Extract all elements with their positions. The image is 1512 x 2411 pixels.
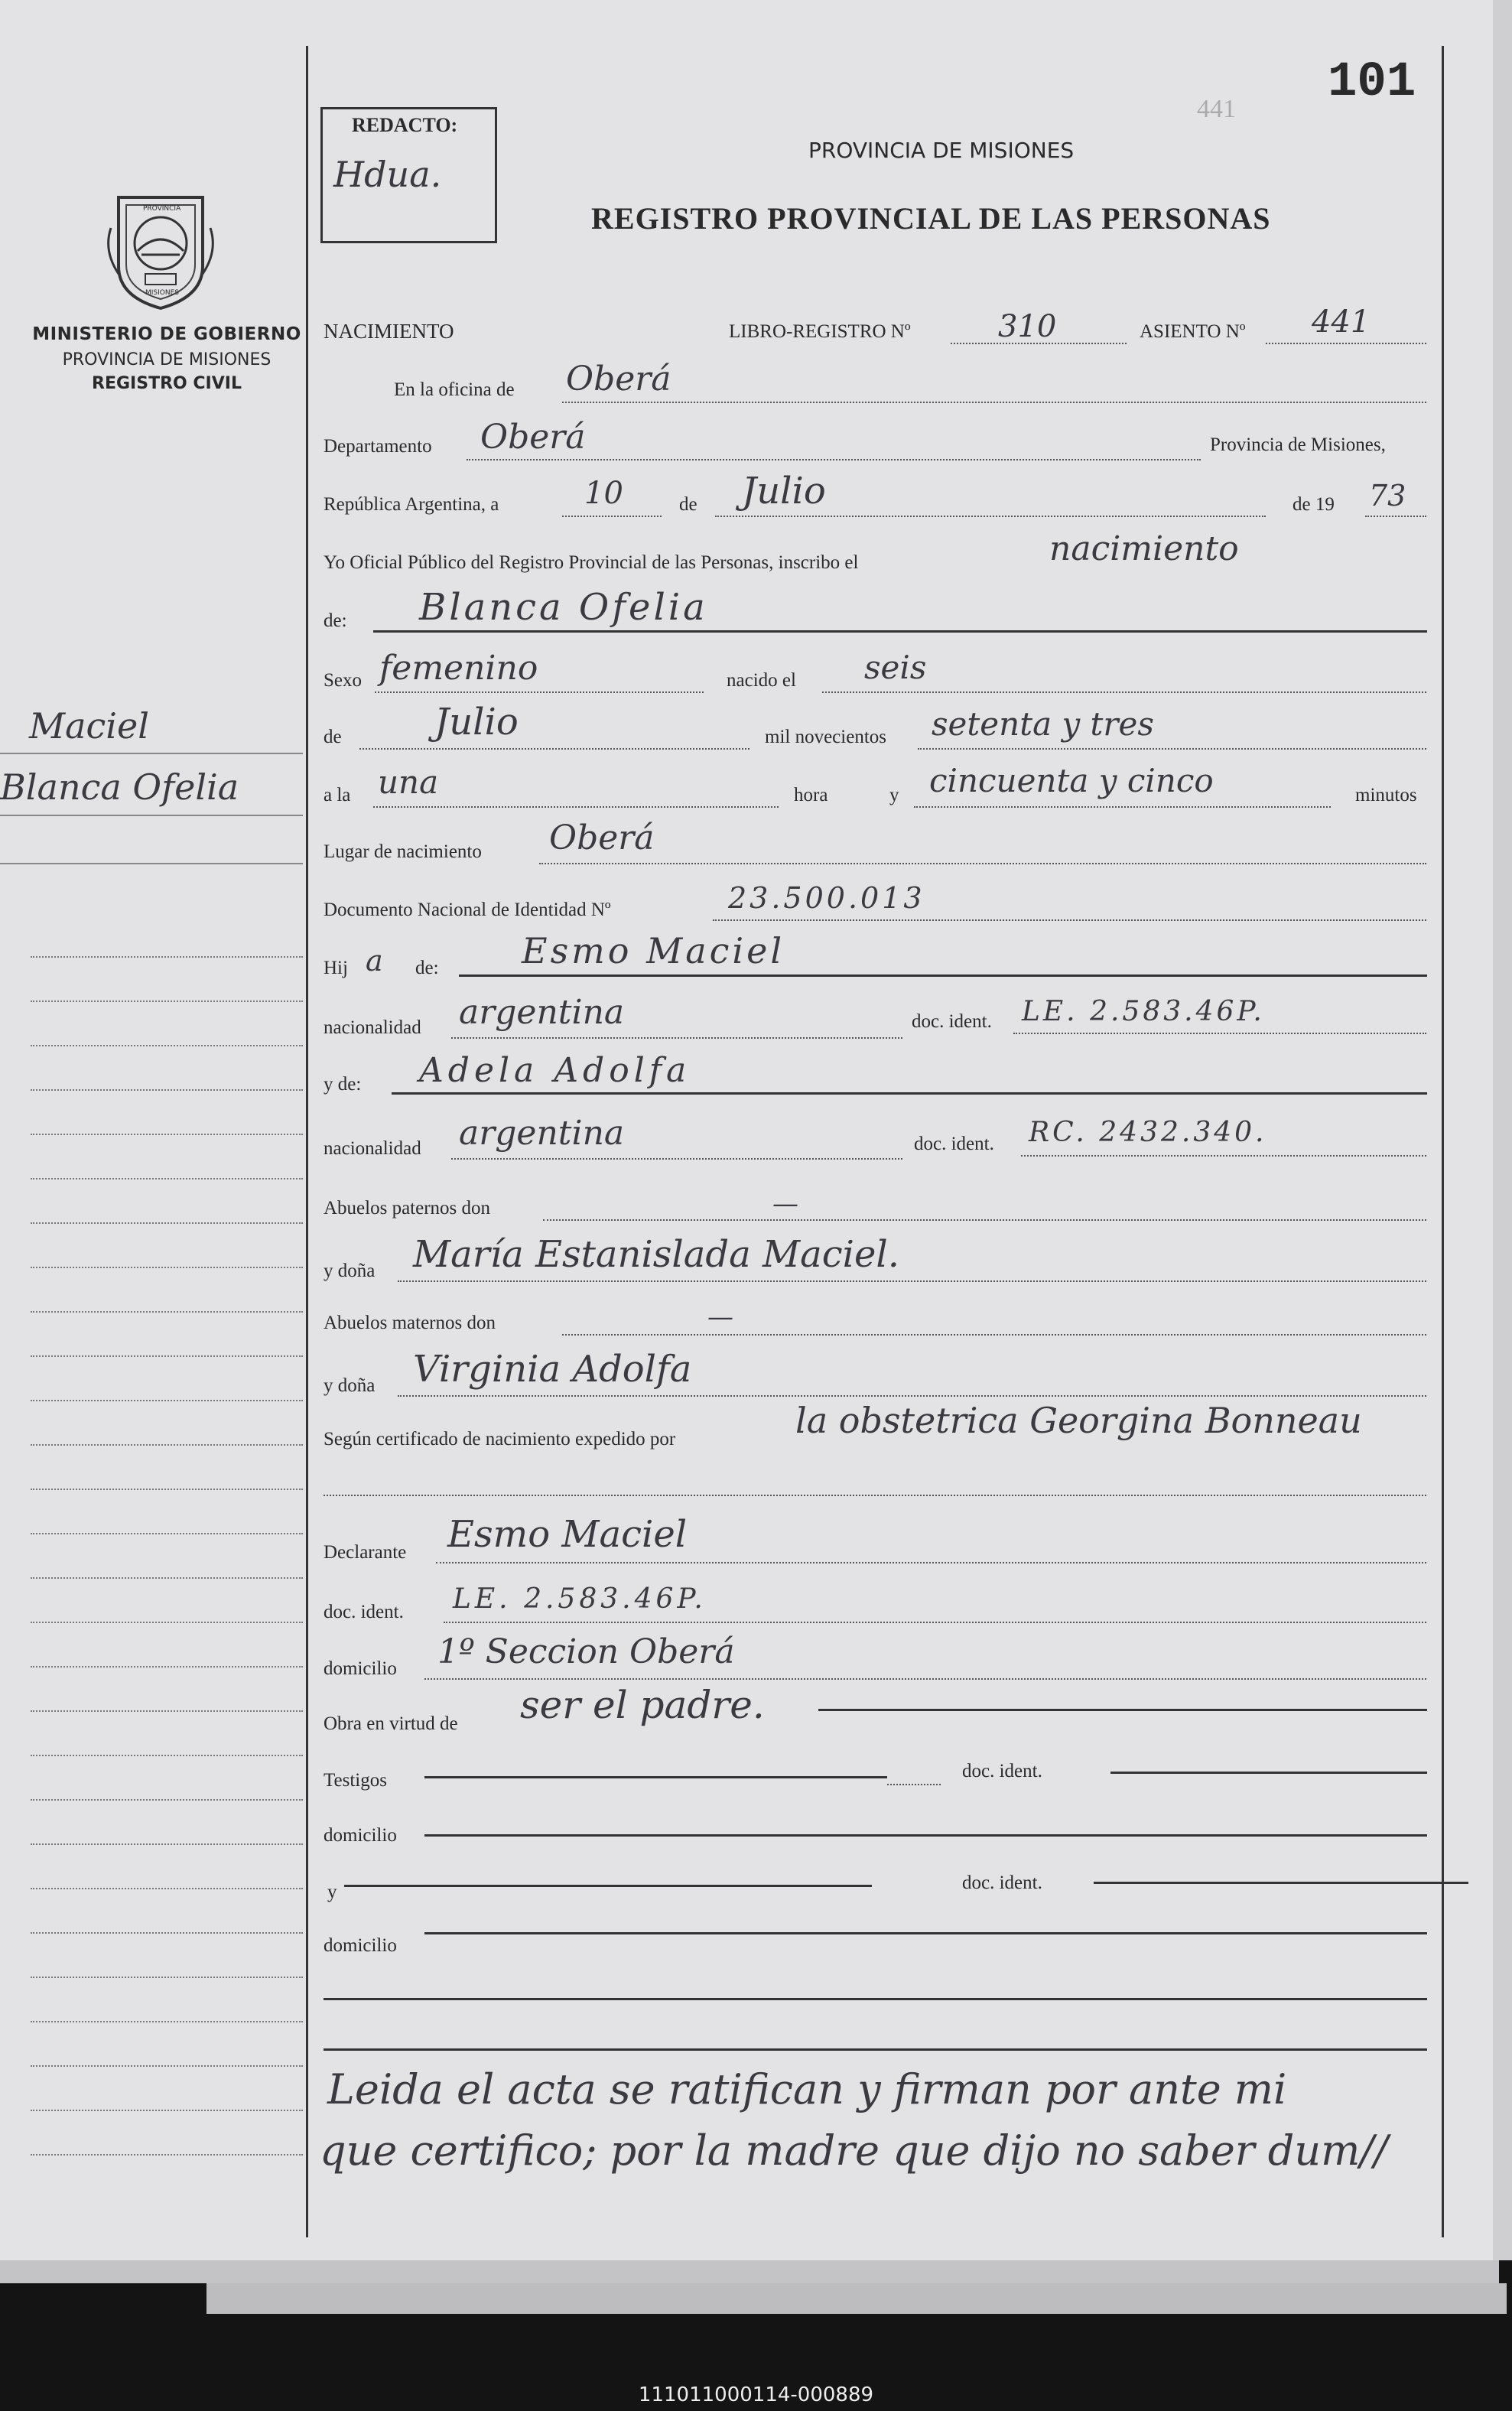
dni-label: Documento Nacional de Identidad Nº xyxy=(324,900,611,920)
margin-surname: Maciel xyxy=(29,705,149,747)
abuelos-pat-don: — xyxy=(772,1189,798,1219)
abuela-paterna: María Estanislada Maciel. xyxy=(413,1233,899,1276)
hour-words: una xyxy=(378,763,439,801)
obra-line xyxy=(818,1707,1427,1711)
margin-line xyxy=(31,1798,303,1801)
father-doc-line xyxy=(1013,1031,1426,1034)
book-bottom-edge xyxy=(0,2260,1499,2283)
abuela-mat-line xyxy=(398,1394,1426,1397)
testigos-doc-line xyxy=(1110,1770,1427,1774)
declarante-label: Declarante xyxy=(324,1542,407,1563)
birth-month-line xyxy=(359,747,749,750)
abuela-pat-label: y doña xyxy=(324,1261,376,1281)
y-label: y xyxy=(889,785,899,805)
margin-line xyxy=(31,1664,303,1668)
margin-line xyxy=(31,1043,303,1046)
abuela-mat-label: y doña xyxy=(324,1375,376,1396)
father-nationality-line xyxy=(451,1036,902,1039)
lugar-line xyxy=(539,861,1426,864)
mother-name: Adela Adolfa xyxy=(419,1051,691,1090)
provincia-label: Provincia de Misiones, xyxy=(1210,434,1386,455)
mother-nationality-line xyxy=(451,1157,902,1160)
margin-line xyxy=(31,2152,303,2156)
decl-doc-value: LE. 2.583.46P. xyxy=(453,1583,707,1615)
margin-underline-3 xyxy=(0,863,303,864)
margin-line xyxy=(31,2019,303,2022)
yo-oficial-label: Yo Oficial Público del Registro Provincial de las Personas, inscribo el xyxy=(324,552,859,573)
ala-label: a la xyxy=(324,785,351,805)
redacto-label: REDACTO: xyxy=(352,114,458,136)
decl-doc-label: doc. ident. xyxy=(324,1602,404,1622)
de-label: de xyxy=(679,494,697,515)
departamento-label: Departamento xyxy=(324,436,432,457)
yo-oficial-value: nacimiento xyxy=(1049,529,1239,568)
margin-line xyxy=(31,1576,303,1579)
segun-line-2 xyxy=(324,1493,1426,1496)
margin-line xyxy=(31,1265,303,1268)
oficina-value: Oberá xyxy=(566,360,671,399)
margin-underline-2 xyxy=(0,815,303,816)
obra-label: Obra en virtud de xyxy=(324,1713,458,1734)
mother-nationality-label: nacionalidad xyxy=(324,1138,421,1159)
abuelos-mat-don: — xyxy=(707,1302,733,1332)
hijo-de-label: de: xyxy=(415,958,439,978)
mother-label: y de: xyxy=(324,1074,362,1095)
day-line xyxy=(562,514,662,517)
de-name-label: de: xyxy=(324,610,347,631)
margin-line xyxy=(31,1753,303,1756)
seal-bottom-text: MISIONES xyxy=(145,289,180,297)
testigos-dom-line xyxy=(424,1833,1427,1837)
testigos-label: Testigos xyxy=(324,1770,387,1791)
abuela-pat-line xyxy=(398,1279,1426,1282)
domicilio-label: domicilio xyxy=(324,1658,397,1679)
day-value: 10 xyxy=(584,476,623,511)
seal-top-text: PROVINCIA xyxy=(143,205,181,213)
child-name-line xyxy=(373,629,1427,633)
minutes-words: cincuenta y cinco xyxy=(929,762,1214,799)
mother-doc-line xyxy=(1021,1153,1426,1157)
y2-doc-line xyxy=(1094,1880,1468,1884)
dni-value: 23.500.013 xyxy=(728,881,925,915)
redacto-value: Hdua. xyxy=(333,154,442,195)
father-nationality: argentina xyxy=(459,993,625,1032)
province-heading: PROVINCIA DE MISIONES xyxy=(808,138,1075,163)
closing-line-2: que certifico; por la madre que dijo no saber dum// xyxy=(320,2126,1388,2175)
margin-line xyxy=(31,2064,303,2067)
de2-label: de xyxy=(324,727,342,747)
decl-doc-line xyxy=(444,1620,1426,1623)
sexo-line xyxy=(375,690,704,693)
ministry-block xyxy=(31,324,303,393)
sexo-label: Sexo xyxy=(324,670,362,691)
child-name: Blanca Ofelia xyxy=(419,586,708,629)
testigos-dom-label: domicilio xyxy=(324,1825,397,1846)
lugar-value: Oberá xyxy=(549,818,655,857)
testigos-line xyxy=(424,1775,887,1778)
margin-line xyxy=(31,2108,303,2111)
margin-line xyxy=(31,1310,303,1313)
declarante-line xyxy=(436,1560,1426,1563)
margin-line xyxy=(31,1487,303,1490)
departamento-line xyxy=(467,457,1201,460)
year-label: de 19 xyxy=(1293,494,1335,515)
margin-underline-1 xyxy=(0,753,303,754)
scan-id: 111011000114-000889 xyxy=(638,2383,874,2406)
closing-line-1: Leida el acta se ratifican y firman por ante mi xyxy=(327,2065,1287,2113)
domicilio-line xyxy=(424,1677,1426,1680)
margin-line xyxy=(31,1620,303,1623)
margin-line xyxy=(31,1709,303,1712)
asiento-line xyxy=(1266,341,1426,344)
ministry-province: PROVINCIA DE MISIONES xyxy=(62,350,272,369)
oficina-line xyxy=(562,400,1426,403)
hora-label: hora xyxy=(794,785,828,805)
abuelos-mat-line xyxy=(562,1332,1426,1336)
father-doc-label: doc. ident. xyxy=(912,1011,992,1032)
margin-line xyxy=(31,955,303,958)
y2-label: y xyxy=(327,1882,337,1902)
hijo-suffix: a xyxy=(366,944,383,978)
lugar-label: Lugar de nacimiento xyxy=(324,841,482,862)
abuelos-pat-label: Abuelos paternos don xyxy=(324,1198,491,1219)
margin-line xyxy=(31,1886,303,1889)
hijo-label: Hij xyxy=(324,958,348,978)
asiento-value: 441 xyxy=(1312,304,1371,340)
domicilio-value: 1º Seccion Oberá xyxy=(437,1632,735,1671)
hour-line xyxy=(373,805,779,808)
birth-day-words: seis xyxy=(864,649,927,686)
y2-doc-label: doc. ident. xyxy=(962,1873,1042,1893)
nacido-label: nacido el xyxy=(727,670,796,691)
ministry-name: MINISTERIO DE GOBIERNO xyxy=(32,324,301,344)
blank-line-1 xyxy=(324,1996,1427,2000)
birth-year-line xyxy=(918,747,1426,750)
asiento-label: ASIENTO Nº xyxy=(1140,321,1246,342)
mother-doc-label: doc. ident. xyxy=(914,1134,994,1154)
father-name: Esmo Maciel xyxy=(522,930,785,971)
father-doc: LE. 2.583.46P. xyxy=(1022,996,1265,1027)
ministry-registry: REGISTRO CIVIL xyxy=(92,374,242,393)
libro-value: 310 xyxy=(998,309,1057,344)
provincial-seal xyxy=(103,182,218,312)
segun-label: Según certificado de nacimiento expedido por xyxy=(324,1429,676,1450)
mil-label: mil novecientos xyxy=(765,727,886,747)
dni-line xyxy=(713,918,1426,921)
month-line xyxy=(715,514,1266,517)
declarante-value: Esmo Maciel xyxy=(447,1513,688,1556)
segun-value: la obstetrica Georgina Bonneau xyxy=(795,1400,1362,1441)
father-nationality-label: nacionalidad xyxy=(324,1017,421,1038)
month-value: Julio xyxy=(742,470,826,512)
abuelos-mat-label: Abuelos maternos don xyxy=(324,1313,496,1333)
margin-line xyxy=(31,1531,303,1534)
oficina-label: En la oficina de xyxy=(394,379,515,400)
republica-label: República Argentina, a xyxy=(324,494,499,515)
birth-year-words: setenta y tres xyxy=(932,705,1154,743)
registry-heading: REGISTRO PROVINCIAL DE LAS PERSONAS xyxy=(591,201,1271,236)
margin-line xyxy=(31,1132,303,1135)
departamento-value: Oberá xyxy=(480,418,586,457)
record-type-label: NACIMIENTO xyxy=(324,320,454,343)
y2-dom-label: domicilio xyxy=(324,1935,397,1956)
margin-given-names: Blanca Ofelia xyxy=(0,766,239,808)
book-bottom-edge-shadow xyxy=(206,2283,1507,2314)
minutos-label: minutos xyxy=(1355,785,1417,805)
page-number: 101 xyxy=(1328,55,1416,110)
mother-nationality: argentina xyxy=(459,1114,625,1153)
margin-line xyxy=(31,1176,303,1179)
sexo-value: femenino xyxy=(379,649,538,688)
margin-line xyxy=(31,1931,303,1934)
abuela-materna: Virginia Adolfa xyxy=(413,1348,692,1391)
obra-value: ser el padre. xyxy=(520,1683,765,1727)
margin-line xyxy=(31,1354,303,1357)
father-name-line xyxy=(459,973,1427,977)
minutes-line xyxy=(914,805,1331,808)
redacto-box xyxy=(320,107,497,243)
book-edge xyxy=(1493,0,1512,2287)
margin-line xyxy=(31,1842,303,1845)
abuelos-pat-line xyxy=(543,1218,1426,1221)
y2-dom-line xyxy=(424,1931,1427,1934)
year-value: 73 xyxy=(1369,479,1406,512)
y2-line xyxy=(344,1883,872,1887)
birth-month: Julio xyxy=(434,701,519,743)
year-line xyxy=(1365,514,1426,517)
margin-line xyxy=(31,1221,303,1224)
margin-line xyxy=(31,1975,303,1978)
pencil-note: 441 xyxy=(1197,95,1236,123)
mother-doc: RC. 2432.340. xyxy=(1029,1117,1267,1148)
mother-name-line xyxy=(392,1091,1427,1095)
margin-line xyxy=(31,1398,303,1401)
testigos-line-dots xyxy=(887,1782,941,1785)
nacido-line xyxy=(822,690,1426,693)
blank-line-2 xyxy=(324,2047,1427,2051)
margin-line xyxy=(31,1088,303,1091)
margin-line xyxy=(31,999,303,1002)
margin-line xyxy=(31,1443,303,1446)
libro-label: LIBRO-REGISTRO Nº xyxy=(729,321,911,342)
testigos-doc-label: doc. ident. xyxy=(962,1761,1042,1781)
